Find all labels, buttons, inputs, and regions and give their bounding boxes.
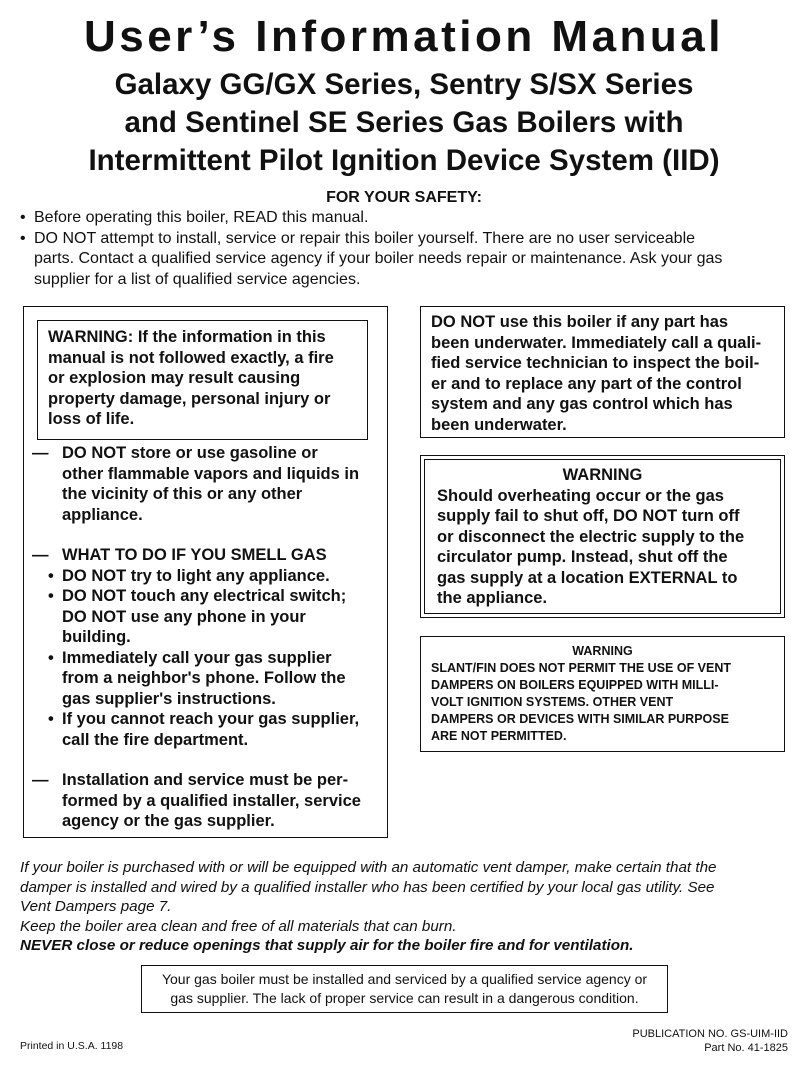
text-line: Installation and service must be per- xyxy=(62,771,349,789)
text-line: circulator pump. Instead, shut off the xyxy=(437,548,728,566)
bullet-icon: • xyxy=(48,566,54,585)
warning-heading: WARNING xyxy=(572,644,633,658)
text-line: appliance. xyxy=(62,505,143,524)
text-line: from a neighbor's phone. Follow the xyxy=(62,669,346,687)
text-line: er and to replace any part of the control xyxy=(431,374,742,393)
text-line: If you cannot reach your gas supplier, xyxy=(62,710,360,728)
safety-item xyxy=(20,229,790,291)
text-line: other flammable vapors and liquids in xyxy=(62,464,360,483)
vent-damper-notes xyxy=(20,858,790,956)
text-line: building. xyxy=(62,628,131,646)
note-line-emphasis: NEVER close or reduce openings that supply air for the boiler fire and for ventilation. xyxy=(20,937,634,954)
subtitle-line: Intermittent Pilot Ignition Device System (IID) xyxy=(88,144,720,177)
safety-text: DO NOT attempt to install, service or repair this boiler yourself. There are no user serviceable xyxy=(34,229,696,247)
printed-in: Printed in U.S.A. 1198 xyxy=(20,1040,124,1052)
text-line: or disconnect the electric supply to the xyxy=(437,527,745,546)
text-line: formed by a qualified installer, service xyxy=(62,791,361,810)
warning-heading: WARNING xyxy=(562,466,643,484)
text-line: Should overheating occur or the gas xyxy=(437,486,724,505)
safety-text: supplier for a list of qualified service agencies. xyxy=(34,270,361,288)
note-line: If your boiler is purchased with or will be equipped with an automatic vent damper, make certain that the xyxy=(20,859,717,876)
publication-info xyxy=(632,1027,788,1055)
warning-line: WARNING: If the information in this xyxy=(48,328,326,346)
text-line: DO NOT use any phone in your xyxy=(62,607,306,626)
warning-line: manual is not followed exactly, a fire xyxy=(48,348,334,367)
store-gasoline-block xyxy=(32,443,382,525)
text-line: Immediately call your gas supplier xyxy=(62,648,332,667)
text-line: agency or the gas supplier. xyxy=(62,812,275,830)
text-line: VOLT IGNITION SYSTEMS. OTHER VENT xyxy=(431,695,674,709)
safety-list xyxy=(20,208,790,290)
text-line: the appliance. xyxy=(437,589,548,607)
text-line: DAMPERS OR DEVICES WITH SIMILAR PURPOSE xyxy=(431,712,729,726)
smell-heading: WHAT TO DO IF YOU SMELL GAS xyxy=(62,546,327,564)
notice-line: gas supplier. The lack of proper service can result in a dangerous condition. xyxy=(170,990,639,1006)
bullet-icon: • xyxy=(20,229,26,247)
bullet-item xyxy=(32,648,382,710)
bullet-icon: • xyxy=(48,710,54,728)
safety-heading: FOR YOUR SAFETY: xyxy=(326,189,482,206)
dash-icon: — xyxy=(32,444,49,462)
bullet-icon: • xyxy=(48,587,54,605)
dash-icon: — xyxy=(32,546,49,564)
text-line: fied service technician to inspect the boil- xyxy=(431,354,760,372)
text-line: been underwater. Immediately call a quali- xyxy=(431,333,762,352)
publication-number: PUBLICATION NO. GS-UIM-IID xyxy=(632,1028,788,1040)
service-notice-box xyxy=(141,965,668,1013)
dash-item xyxy=(32,545,382,566)
safety-text: parts. Contact a qualified service agency if your boiler needs repair or maintenance. Ask your gas xyxy=(34,250,723,267)
manual-title: User’s Information Manual xyxy=(83,12,725,61)
bullet-icon: • xyxy=(48,648,54,667)
text-line: gas supply at a location EXTERNAL to xyxy=(437,568,738,587)
text-line: DO NOT store or use gasoline or xyxy=(62,444,318,462)
subtitle-line: Galaxy GG/GX Series, Sentry S/SX Series xyxy=(114,68,694,101)
text-line: DO NOT try to light any appliance. xyxy=(62,566,330,585)
note-line: Vent Dampers page 7. xyxy=(20,898,172,915)
text-line: SLANT/FIN DOES NOT PERMIT THE USE OF VENT xyxy=(431,661,732,675)
text-line: DAMPERS ON BOILERS EQUIPPED WITH MILLI- xyxy=(431,678,719,692)
part-number: Part No. 41-1825 xyxy=(704,1042,788,1054)
note-line: damper is installed and wired by a qualified installer who has been certified by your local gas utility. See xyxy=(20,878,715,896)
text-line: gas supplier's instructions. xyxy=(62,689,276,708)
warning-line: loss of life. xyxy=(48,410,135,428)
dash-item xyxy=(32,443,382,525)
underwater-warning-box xyxy=(420,306,785,438)
vent-damper-warning-box xyxy=(420,636,785,752)
bullet-icon: • xyxy=(20,209,26,226)
text-line: been underwater. xyxy=(431,415,567,434)
text-line: the vicinity of this or any other xyxy=(62,485,303,503)
fire-warning-box xyxy=(37,320,368,440)
bullet-item xyxy=(32,709,382,750)
safety-text: Before operating this boiler, READ this manual. xyxy=(34,209,369,226)
text-line: call the fire department. xyxy=(62,730,249,749)
notice-line: Your gas boiler must be installed and serviced by a qualified service agency or xyxy=(161,971,648,987)
text-line: DO NOT touch any electrical switch; xyxy=(62,587,347,605)
text-line: system and any gas control which has xyxy=(431,395,733,413)
note-line: Keep the boiler area clean and free of all materials that can burn. xyxy=(20,917,457,935)
warning-line: or explosion may result causing xyxy=(48,369,301,387)
bullet-item xyxy=(32,566,382,587)
text-line: supply fail to shut off, DO NOT turn off xyxy=(437,507,740,525)
dash-icon: — xyxy=(32,771,49,789)
safety-item xyxy=(20,208,790,229)
bullet-item xyxy=(32,586,382,648)
text-line: DO NOT use this boiler if any part has xyxy=(431,313,729,331)
left-warning-panel xyxy=(23,306,388,838)
smell-gas-block xyxy=(32,545,382,750)
installation-block xyxy=(32,770,382,832)
overheating-warning-box xyxy=(420,455,785,618)
dash-item xyxy=(32,770,382,832)
subtitle-line: and Sentinel SE Series Gas Boilers with xyxy=(124,106,684,139)
text-line: ARE NOT PERMITTED. xyxy=(431,729,567,743)
warning-line: property damage, personal injury or xyxy=(48,389,331,408)
overheating-warning-inner xyxy=(424,459,781,614)
